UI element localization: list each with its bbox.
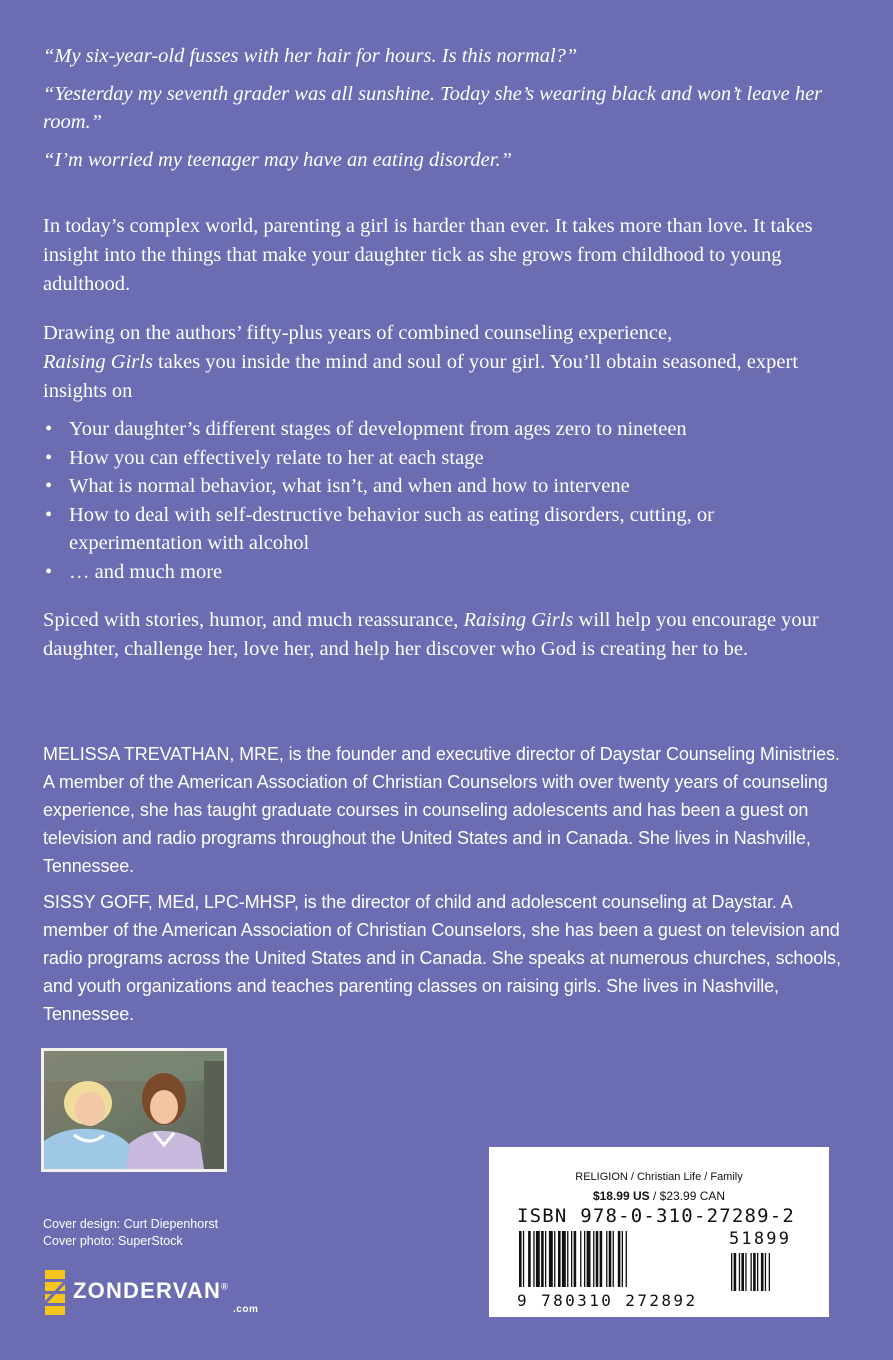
- intro-text: In today’s complex world, parenting a girl is harder than ever. It takes more than love. It takes insight into the things that make your daughter tick as she grows from childhood to young adulthood.: [43, 215, 813, 295]
- isbn-label: ISBN 978-0-310-27289-2: [517, 1205, 796, 1227]
- price-separator: /: [649, 1189, 660, 1203]
- intro-paragraph-2: [43, 319, 843, 406]
- publisher-name-text: ZONDERVAN: [73, 1278, 222, 1303]
- bullet-icon: •: [45, 503, 53, 526]
- closing-rest: will help you encourage your daughter, challenge her, love her, and help her discover who God is creating her to be.: [43, 609, 819, 660]
- cover-credits: [43, 1216, 218, 1250]
- author-bio-trevathan: [43, 740, 853, 880]
- barcode-bar: [613, 1231, 614, 1287]
- publisher-name: [73, 1278, 229, 1304]
- barcode-bar: [558, 1231, 561, 1287]
- author-photo-image: [44, 1051, 224, 1169]
- addon-bar: [753, 1253, 756, 1291]
- list-item: [43, 444, 843, 473]
- category-label: RELIGION / Christian Life / Family: [575, 1171, 743, 1183]
- addon-bar: [765, 1253, 766, 1291]
- barcode-bar: [600, 1231, 603, 1287]
- barcode-bar: [571, 1231, 572, 1287]
- closing-paragraph: [43, 606, 843, 664]
- bullet-icon: •: [45, 418, 53, 440]
- intro-text-2: [43, 319, 843, 406]
- list-item-text: … and much more: [69, 560, 223, 583]
- barcode-bar: [523, 1231, 524, 1287]
- quote-3: “I’m worried my teenager may have an eating disorder.”: [43, 149, 512, 171]
- addon-bar: [739, 1253, 740, 1291]
- list-item-text: Your daughter’s different stages of development from ages zero to nineteen: [69, 418, 687, 440]
- addon-bar: [731, 1253, 732, 1291]
- barcode-bar: [545, 1231, 546, 1287]
- barcode-bar: [622, 1231, 623, 1287]
- bullet-icon: •: [45, 475, 53, 497]
- barcode-bar: [596, 1231, 599, 1287]
- cover-photo-credit: Cover photo: SuperStock: [43, 1234, 183, 1248]
- quote-1: “My six-year-old fusses with her hair for hours. Is this normal?”: [43, 45, 578, 67]
- price-label: [489, 1189, 829, 1203]
- addon-number: 51899: [729, 1229, 792, 1249]
- addon-bar: [741, 1253, 744, 1291]
- barcode-bar: [606, 1231, 607, 1287]
- bio-text: SISSY GOFF, MEd, LPC-MHSP, is the director of child and adolescent counseling at Daystar. A member of the American Association of Christian Counselors, she has been a guest on television and radio programs across the United States and in Canada. She speaks at numerous churches, schools, and youth organizations and teaches parenting classes on raising girls. She lives in Nashville, Tennessee.: [43, 892, 841, 1024]
- publisher-logo: [43, 1268, 288, 1318]
- addon-bar: [751, 1253, 752, 1291]
- list-item: [43, 415, 843, 444]
- book-title: Raising Girls: [463, 609, 574, 631]
- list-item: [43, 472, 843, 501]
- book-title: Raising Girls: [43, 351, 153, 373]
- barcode-bar: [541, 1231, 544, 1287]
- insights-list: [43, 415, 843, 586]
- barcode-bar: [567, 1231, 568, 1287]
- price-can: $23.99 CAN: [659, 1189, 726, 1203]
- list-item-text: What is normal behavior, what isn’t, and when and how to intervene: [69, 475, 630, 497]
- closing-lead: Spiced with stories, humor, and much reassurance,: [43, 609, 459, 631]
- closing-text: [43, 606, 843, 664]
- barcode-bar: [593, 1231, 594, 1287]
- bullet-icon: •: [45, 446, 53, 469]
- ean-number: 9 780310 272892: [517, 1291, 698, 1310]
- barcode-bar: [528, 1231, 531, 1287]
- barcode-bar: [562, 1231, 566, 1287]
- publisher-domain: .com: [233, 1304, 259, 1315]
- list-item: [43, 558, 843, 587]
- barcode-bar: [584, 1231, 585, 1287]
- intro-paragraph-1: [43, 212, 843, 299]
- barcode-bar: [519, 1231, 522, 1287]
- price-us: $18.99 US: [592, 1189, 650, 1203]
- author-bio-goff: [43, 888, 853, 1028]
- barcode-bar: [618, 1231, 621, 1287]
- list-item: [43, 501, 843, 558]
- intro-lead: Drawing on the authors’ fifty-plus years of combined counseling experience,: [43, 322, 673, 344]
- barcode-bar: [536, 1231, 540, 1287]
- author-photo: [41, 1048, 227, 1172]
- barcode-bar: [549, 1231, 553, 1287]
- barcode-bar: [554, 1231, 555, 1287]
- cover-design-credit: Cover design: Curt Diepenhorst: [43, 1217, 219, 1231]
- addon-bar: [757, 1253, 758, 1291]
- zondervan-z-icon: [43, 1268, 69, 1318]
- barcode-bar: [626, 1231, 627, 1287]
- addon-bar: [769, 1253, 770, 1291]
- barcode-bar: [533, 1231, 534, 1287]
- barcode-panel: [489, 1147, 829, 1317]
- bio-text: MELISSA TREVATHAN, MRE, is the founder and executive director of Daystar Counseling Ministries. A member of the American Association of Christian Counselors with over twenty years of counseling experience, she has taught graduate courses in counseling adolescents and has been a guest on television and radio programs throughout the United States and in Canada. She lives in Nashville, Tennessee.: [43, 744, 840, 876]
- quote-2: “Yesterday my seventh grader was all sunshine. Today she’s wearing black and won’t leave her room.”: [43, 83, 823, 133]
- addon-bar: [745, 1253, 746, 1291]
- bullet-icon: •: [45, 560, 53, 583]
- barcode-bar: [587, 1231, 591, 1287]
- barcode-bar: [580, 1231, 581, 1287]
- list-item-text: How to deal with self-destructive behavior such as eating disorders, cutting, or experimentation with alcohol: [69, 503, 715, 554]
- addon-bar: [761, 1253, 764, 1291]
- list-item-text: How you can effectively relate to her at each stage: [69, 446, 484, 469]
- addon-bar: [734, 1253, 737, 1291]
- barcode-bar: [609, 1231, 612, 1287]
- reader-quotes: [43, 42, 843, 184]
- registered-mark: ®: [221, 1281, 229, 1292]
- barcode-bar: [574, 1231, 577, 1287]
- intro-rest: takes you inside the mind and soul of your girl. You’ll obtain seasoned, expert insights on: [43, 351, 799, 402]
